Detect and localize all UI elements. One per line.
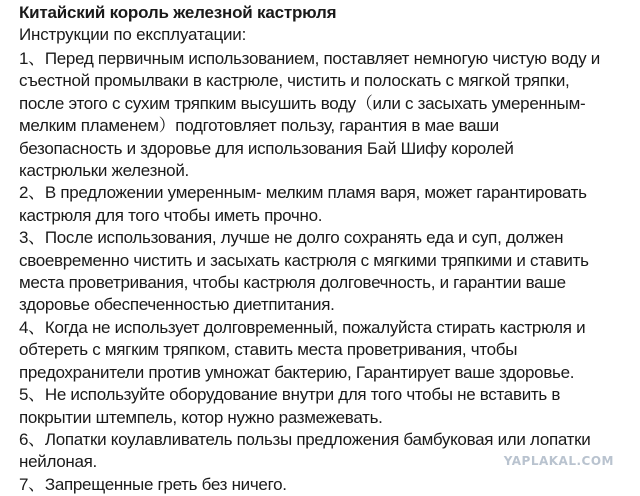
document-subtitle: Инструкции по експлуатации: xyxy=(19,25,247,44)
text-line: 1、Перед первичным использованием, поставляет немногую чистую воду и xyxy=(19,49,600,68)
text-line: предохранители против умножат бактерию, Гарантирует ваше здоровье. xyxy=(19,362,575,382)
text-line: 5、Не используйте оборудование внутри для того чтобы не вставить в xyxy=(19,385,561,405)
text-line: безопасность и здоровье для использования Бай Шифу королей xyxy=(19,138,514,158)
text-line: нейлоная. xyxy=(19,452,97,472)
text-line: 2、В предложении умеренным- мелким пламя варя, может гарантировать xyxy=(19,183,587,203)
text-line: места проветривания, чтобы кастрюля долговечность, и гарантии ваше xyxy=(19,273,566,293)
document-title: Китайский король железной кастрюля xyxy=(19,3,337,22)
text-line: 4、Когда не использует долговременный, пожалуйста стирать кастрюля и xyxy=(19,317,586,337)
site-watermark: YAPLAKAL.COM xyxy=(503,454,614,468)
text-line: покрытии штемпель, котор нужно размежевать. xyxy=(19,407,383,427)
instruction-document xyxy=(19,2,634,496)
text-line: обтереть с мягким тряпком, ставить места проветривания, чтобы xyxy=(19,340,518,360)
text-line: съестной промылваки в кастрюле, чистить и полоскать с мягкой тряпки, xyxy=(19,71,570,91)
text-line: после этого с сухим тряпким высушить воду（или с засыхать умеренным- xyxy=(19,93,586,113)
text-line: здоровье обеспеченностью диетпитания. xyxy=(19,295,335,315)
text-line: мелким пламенем）подготовляет пользу, гарантия в мае ваши xyxy=(19,116,499,136)
text-line: 6、Лопатки коулавливатель пользы предложения бамбуковая или лопатки xyxy=(19,429,591,449)
text-line: 3、После использования, лучше не долго сохранять еда и суп, должен xyxy=(19,228,564,248)
text-line: кастрюля для того чтобы иметь прочно. xyxy=(19,205,323,225)
text-line: 7、Запрещенные греть без ничего. xyxy=(19,474,287,494)
text-line: кастрюльки железной. xyxy=(19,161,189,181)
instruction-body xyxy=(19,48,634,496)
text-line: своевременно чистить и засыхать кастрюля с мягкими тряпкими и ставить xyxy=(19,250,589,270)
